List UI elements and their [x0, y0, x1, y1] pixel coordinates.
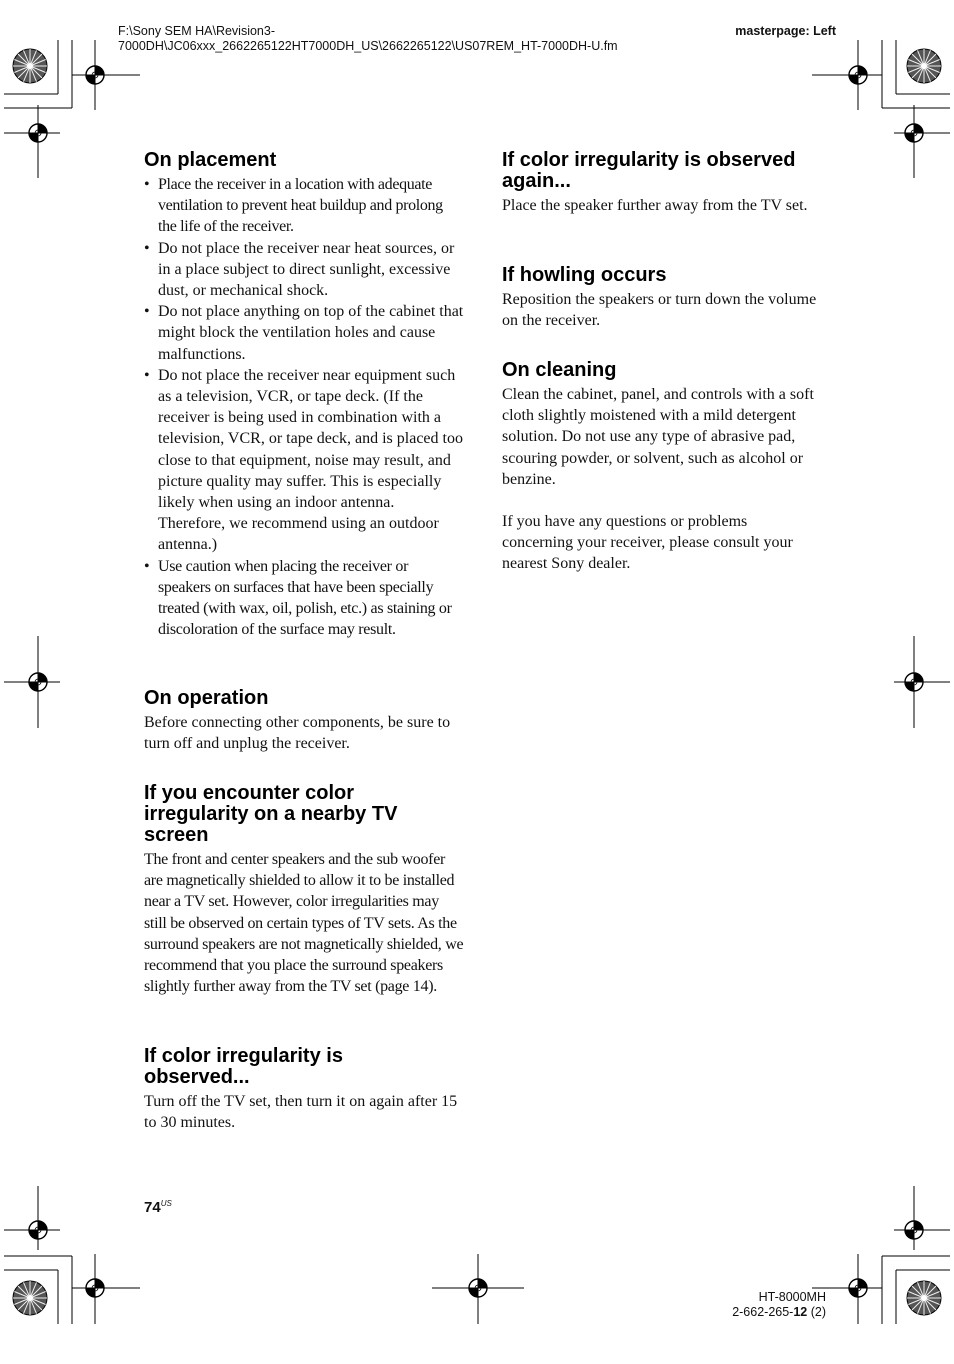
page-number: [144, 1195, 172, 1217]
heading-howling: If howling occurs: [502, 264, 667, 286]
part-number: 2-662-265-12 (2): [732, 1305, 826, 1319]
list-item: • Use caution when placing the receiver or speakers on surfaces that have been specially treated (with wax, oil, polish, etc.) as staining or discoloration of the surface may result.: [144, 557, 452, 639]
heading-color-observed: If color irregularity is observed...: [144, 1045, 343, 1088]
file-path-line-1: F:\Sony SEM HA\Revision3-: [118, 24, 275, 38]
page-number-value: 74: [144, 1199, 161, 1216]
placement-bullet-list: [144, 174, 464, 640]
cleaning-contact-note: If you have any questions or problems concerning your receiver, please consult your nearest Sony dealer.: [502, 513, 793, 573]
section-howling: [502, 265, 822, 331]
list-item: • Do not place the receiver near equipment such as a television, VCR, or tape deck. (If the receiver is being used in combination with a television, VCR, or tape deck, and is placed too close to that equipment, noise may result, and picture quality may suffer. This is especially likely when using an indoor antenna. Therefore, we recommend using an outdoor antenna.): [144, 366, 463, 554]
model-info: [732, 1290, 826, 1320]
list-item: • Do not place anything on top of the cabinet that might block the ventilation holes and cause malfunctions.: [144, 303, 464, 363]
cleaning-body: Clean the cabinet, panel, and controls with a soft cloth slightly moistened with a mild detergent solution. Do not use any type of abrasive pad, scouring powder, or solvent, such as alcohol or benzine.: [502, 386, 814, 488]
color-observed-body: Turn off the TV set, then turn it on again after 15 to 30 minutes.: [144, 1093, 458, 1132]
section-on-operation: [144, 688, 464, 754]
list-item: • Place the receiver in a location with adequate ventilation to prevent heat buildup and prolong the life of the receiver.: [144, 176, 443, 236]
file-path-line-2: 7000DH\JC06xxx_2662265122HT7000DH_US\2662265122\US07REM_HT-7000DH-U.fm: [118, 39, 618, 53]
color-observed-again-body: Place the speaker further away from the TV set.: [502, 197, 808, 214]
section-color-observed: [144, 1046, 464, 1133]
page-number-suffix: US: [160, 1199, 172, 1208]
heading-color-observed-again: If color irregularity is observed again...: [502, 149, 796, 192]
color-irregularity-body: The front and center speakers and the sub woofer are magnetically shielded to allow it to be installed near a TV set. However, color irregularities may still be observed on certain types of TV sets. As the surround speakers are not magnetically shielded, we recommend that you place the surround speakers slightly further away from the TV set (page 14).: [144, 851, 464, 996]
model-number: HT-8000MH: [758, 1290, 826, 1304]
section-color-irregularity: [144, 783, 464, 997]
heading-on-operation: On operation: [144, 687, 269, 709]
heading-on-cleaning: On cleaning: [502, 359, 617, 381]
howling-body: Reposition the speakers or turn down the volume on the receiver.: [502, 291, 817, 330]
section-on-placement: [144, 150, 464, 640]
heading-color-irregularity: If you encounter color irregularity on a nearby TV screen: [144, 782, 398, 846]
masterpage-label: masterpage: Left: [735, 24, 836, 38]
operation-body: Before connecting other components, be sure to turn off and unplug the receiver.: [144, 714, 451, 753]
list-item: • Do not place the receiver near heat sources, or in a place subject to direct sunlight, excessive dust, or mechanical shock.: [144, 239, 455, 300]
section-color-observed-again: [502, 150, 822, 216]
heading-on-placement: On placement: [144, 149, 277, 171]
section-on-cleaning: [502, 360, 822, 575]
